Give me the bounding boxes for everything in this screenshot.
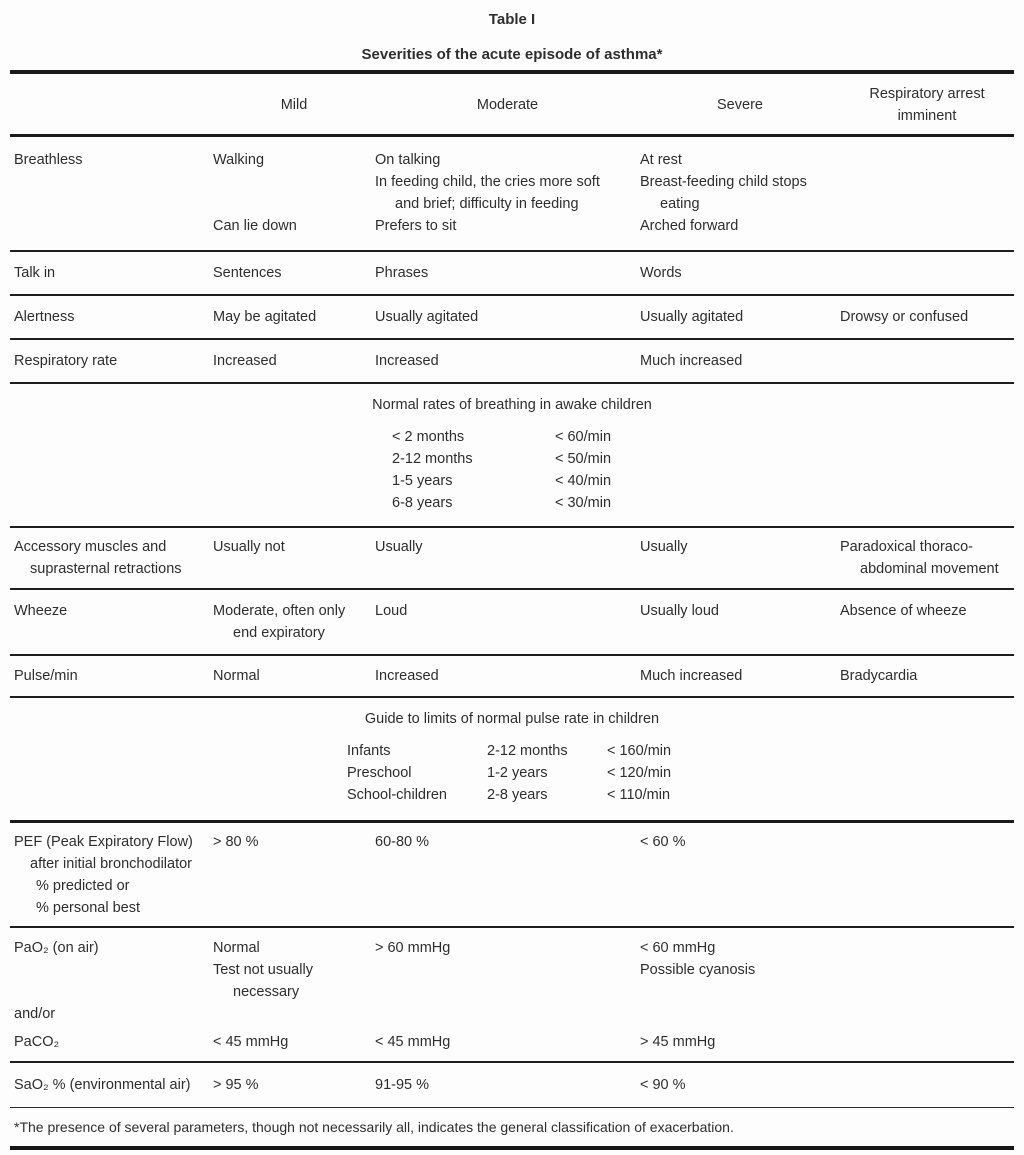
rate-limit: < 30/min bbox=[555, 495, 612, 511]
pao2-moderate: > 60 mmHg bbox=[375, 940, 451, 956]
talk-in-severe: Words bbox=[640, 265, 682, 281]
wheeze-mild-1: Moderate, often only bbox=[213, 603, 346, 619]
pulse-rates-heading: Guide to limits of normal pulse rate in children bbox=[364, 711, 660, 727]
alertness-arrest: Drowsy or confused bbox=[840, 309, 969, 325]
pef-mild: > 80 % bbox=[213, 834, 259, 850]
accessory-moderate: Usually bbox=[375, 539, 423, 555]
breathing-rate-row bbox=[392, 448, 1014, 470]
empty-cell bbox=[375, 558, 640, 580]
pef-label-3: % predicted or bbox=[36, 878, 130, 894]
breathless-severe-2: Breast-feeding child stops bbox=[640, 174, 807, 190]
breathless-label: Breathless bbox=[14, 152, 83, 168]
footnote-row bbox=[10, 1108, 1014, 1150]
empty-cell bbox=[840, 897, 1014, 919]
wheeze-severe: Usually loud bbox=[640, 603, 719, 619]
empty-cell bbox=[640, 875, 840, 897]
pulse-rate-row bbox=[347, 740, 1014, 762]
pef-label-4: % personal best bbox=[36, 900, 140, 916]
col-header-mild: Mild bbox=[280, 97, 308, 113]
empty-cell bbox=[840, 853, 1014, 875]
sao2-label: SaO₂ % (environmental air) bbox=[14, 1077, 191, 1093]
talk-in-mild: Sentences bbox=[213, 265, 282, 281]
breathless-moderate-3: and brief; difficulty in feeding bbox=[395, 196, 579, 212]
accessory-severe: Usually bbox=[640, 539, 688, 555]
sao2-severe: < 90 % bbox=[640, 1077, 686, 1093]
pef-label-1: PEF (Peak Expiratory Flow) bbox=[14, 834, 193, 850]
paco2-moderate: < 45 mmHg bbox=[375, 1034, 451, 1050]
talk-in-moderate: Phrases bbox=[375, 265, 429, 281]
pulse-mild: Normal bbox=[213, 668, 260, 684]
breathing-rate-row bbox=[392, 426, 1014, 448]
empty-cell bbox=[640, 981, 840, 1003]
row-breathless bbox=[10, 137, 1014, 252]
empty-cell bbox=[840, 622, 1014, 644]
empty-cell bbox=[213, 897, 375, 919]
alertness-mild: May be agitated bbox=[213, 309, 317, 325]
empty-cell bbox=[10, 959, 213, 981]
table-title: Severities of the acute episode of asthma* bbox=[361, 46, 663, 63]
pef-label-2: after initial bronchodilator bbox=[30, 856, 193, 872]
empty-cell bbox=[640, 558, 840, 580]
rate-limit: < 60/min bbox=[555, 429, 612, 445]
wheeze-label: Wheeze bbox=[14, 603, 68, 619]
paco2-label: PaCO₂ bbox=[14, 1034, 60, 1050]
sao2-mild: > 95 % bbox=[213, 1077, 259, 1093]
age-range: 2-8 years bbox=[487, 787, 548, 803]
empty-cell bbox=[10, 193, 213, 215]
age-group: Preschool bbox=[347, 765, 412, 781]
breathing-rates-heading: Normal rates of breathing in awake children bbox=[372, 397, 652, 413]
breathing-rates-subtable bbox=[392, 426, 1014, 514]
empty-cell bbox=[640, 1003, 840, 1025]
alertness-label: Alertness bbox=[14, 309, 75, 325]
row-respiratory-rate bbox=[10, 340, 1014, 384]
empty-cell bbox=[375, 981, 640, 1003]
empty-cell bbox=[840, 193, 1014, 215]
empty-cell bbox=[840, 215, 1014, 237]
wheeze-moderate: Loud bbox=[375, 603, 408, 619]
col-header-respiratory-arrest: Respiratory arrest imminent bbox=[869, 86, 985, 124]
and-or-label: and/or bbox=[14, 1006, 56, 1022]
pao2-mild-1: Normal bbox=[213, 940, 260, 956]
header-row bbox=[10, 74, 1014, 137]
pao2-severe-2: Possible cyanosis bbox=[640, 962, 756, 978]
breathing-rates-section bbox=[10, 384, 1014, 528]
pulse-rates-section bbox=[10, 698, 1014, 823]
pao2-severe-1: < 60 mmHg bbox=[640, 940, 716, 956]
empty-cell bbox=[375, 959, 640, 981]
accessory-arrest-2: abdominal movement bbox=[860, 561, 999, 577]
empty-cell bbox=[640, 897, 840, 919]
empty-cell bbox=[640, 622, 840, 644]
col-header-moderate: Moderate bbox=[476, 97, 539, 113]
empty-cell bbox=[10, 171, 213, 193]
accessory-label-1: Accessory muscles and bbox=[14, 539, 167, 555]
wheeze-arrest: Absence of wheeze bbox=[840, 603, 967, 619]
wheeze-mild-2: end expiratory bbox=[233, 625, 325, 641]
talk-in-label: Talk in bbox=[14, 265, 56, 281]
respiratory-rate-mild: Increased bbox=[213, 353, 277, 369]
respiratory-rate-label: Respiratory rate bbox=[14, 353, 118, 369]
sao2-moderate: 91-95 % bbox=[375, 1077, 430, 1093]
pao2-label: PaO₂ (on air) bbox=[14, 940, 99, 956]
empty-cell bbox=[213, 171, 375, 193]
breathless-moderate-2: In feeding child, the cries more soft bbox=[375, 174, 600, 190]
empty-cell bbox=[375, 853, 640, 875]
row-pao2-paco2 bbox=[10, 928, 1014, 1063]
empty-cell bbox=[840, 831, 1014, 853]
empty-cell bbox=[375, 1003, 640, 1025]
col-header-severe: Severe bbox=[717, 97, 763, 113]
empty-cell bbox=[213, 558, 375, 580]
empty-cell bbox=[10, 981, 213, 1003]
empty-cell bbox=[213, 853, 375, 875]
age-range: 2-12 months bbox=[487, 743, 568, 759]
alertness-severe: Usually agitated bbox=[640, 309, 744, 325]
row-alertness bbox=[10, 296, 1014, 340]
empty-cell bbox=[840, 149, 1014, 171]
row-talk-in bbox=[10, 252, 1014, 296]
age-range: 1-5 years bbox=[392, 473, 453, 489]
empty-cell bbox=[375, 875, 640, 897]
empty-cell bbox=[840, 1031, 1014, 1053]
respiratory-rate-moderate: Increased bbox=[375, 353, 439, 369]
empty-cell bbox=[640, 853, 840, 875]
age-group: Infants bbox=[347, 743, 391, 759]
breathing-rate-row bbox=[392, 492, 1014, 514]
asthma-severity-table bbox=[10, 70, 1014, 1150]
age-range: 1-2 years bbox=[487, 765, 548, 781]
rate-limit: < 40/min bbox=[555, 473, 612, 489]
rate-limit: < 160/min bbox=[607, 743, 672, 759]
paco2-mild: < 45 mmHg bbox=[213, 1034, 289, 1050]
age-range: < 2 months bbox=[392, 429, 465, 445]
empty-cell bbox=[840, 350, 1014, 372]
alertness-moderate: Usually agitated bbox=[375, 309, 479, 325]
empty-cell bbox=[840, 875, 1014, 897]
row-pulse bbox=[10, 656, 1014, 698]
empty-cell bbox=[840, 262, 1014, 284]
empty-cell bbox=[840, 981, 1014, 1003]
table-number: Table I bbox=[488, 11, 536, 28]
breathless-mild-1: Walking bbox=[213, 152, 265, 168]
breathless-severe-3: eating bbox=[660, 196, 700, 212]
empty-cell bbox=[213, 193, 375, 215]
empty-cell bbox=[213, 1003, 375, 1025]
row-wheeze bbox=[10, 590, 1014, 656]
breathless-moderate-4: Prefers to sit bbox=[375, 218, 457, 234]
empty-cell bbox=[375, 897, 640, 919]
rate-limit: < 120/min bbox=[607, 765, 672, 781]
breathless-severe-1: At rest bbox=[640, 152, 682, 168]
accessory-label-2: suprasternal retractions bbox=[30, 561, 182, 577]
age-range: 2-12 months bbox=[392, 451, 473, 467]
row-sao2 bbox=[10, 1063, 1014, 1108]
empty-cell bbox=[840, 959, 1014, 981]
age-group: School-children bbox=[347, 787, 447, 803]
pulse-moderate: Increased bbox=[375, 668, 439, 684]
pulse-arrest: Bradycardia bbox=[840, 668, 918, 684]
empty-cell bbox=[840, 937, 1014, 959]
respiratory-rate-severe: Much increased bbox=[640, 353, 743, 369]
breathing-rate-row bbox=[392, 470, 1014, 492]
age-range: 6-8 years bbox=[392, 495, 453, 511]
pulse-label: Pulse/min bbox=[14, 668, 78, 684]
empty-cell bbox=[840, 1003, 1014, 1025]
rate-limit: < 50/min bbox=[555, 451, 612, 467]
pao2-mild-3: necessary bbox=[233, 984, 300, 1000]
row-accessory-muscles bbox=[10, 528, 1014, 590]
empty-cell bbox=[840, 1074, 1014, 1096]
pef-severe: < 60 % bbox=[640, 834, 686, 850]
pulse-severe: Much increased bbox=[640, 668, 743, 684]
pef-moderate: 60-80 % bbox=[375, 834, 430, 850]
empty-cell bbox=[375, 622, 640, 644]
paco2-severe: > 45 mmHg bbox=[640, 1034, 716, 1050]
empty-cell bbox=[213, 875, 375, 897]
empty-cell bbox=[840, 171, 1014, 193]
accessory-arrest-1: Paradoxical thoraco- bbox=[840, 539, 973, 555]
pulse-rate-row bbox=[347, 784, 1014, 806]
footnote-text: *The presence of several parameters, though not necessarily all, indicates the general classification of exacerbation. bbox=[14, 1119, 734, 1135]
empty-cell bbox=[10, 622, 213, 644]
pao2-mild-2: Test not usually bbox=[213, 962, 313, 978]
breathless-mild-2: Can lie down bbox=[213, 218, 297, 234]
breathless-severe-4: Arched forward bbox=[640, 218, 739, 234]
accessory-mild: Usually not bbox=[213, 539, 285, 555]
pulse-rate-row bbox=[347, 762, 1014, 784]
row-pef bbox=[10, 823, 1014, 928]
rate-limit: < 110/min bbox=[607, 787, 671, 803]
breathless-moderate-1: On talking bbox=[375, 152, 441, 168]
pulse-rates-subtable bbox=[347, 740, 1014, 806]
empty-cell bbox=[10, 215, 213, 237]
